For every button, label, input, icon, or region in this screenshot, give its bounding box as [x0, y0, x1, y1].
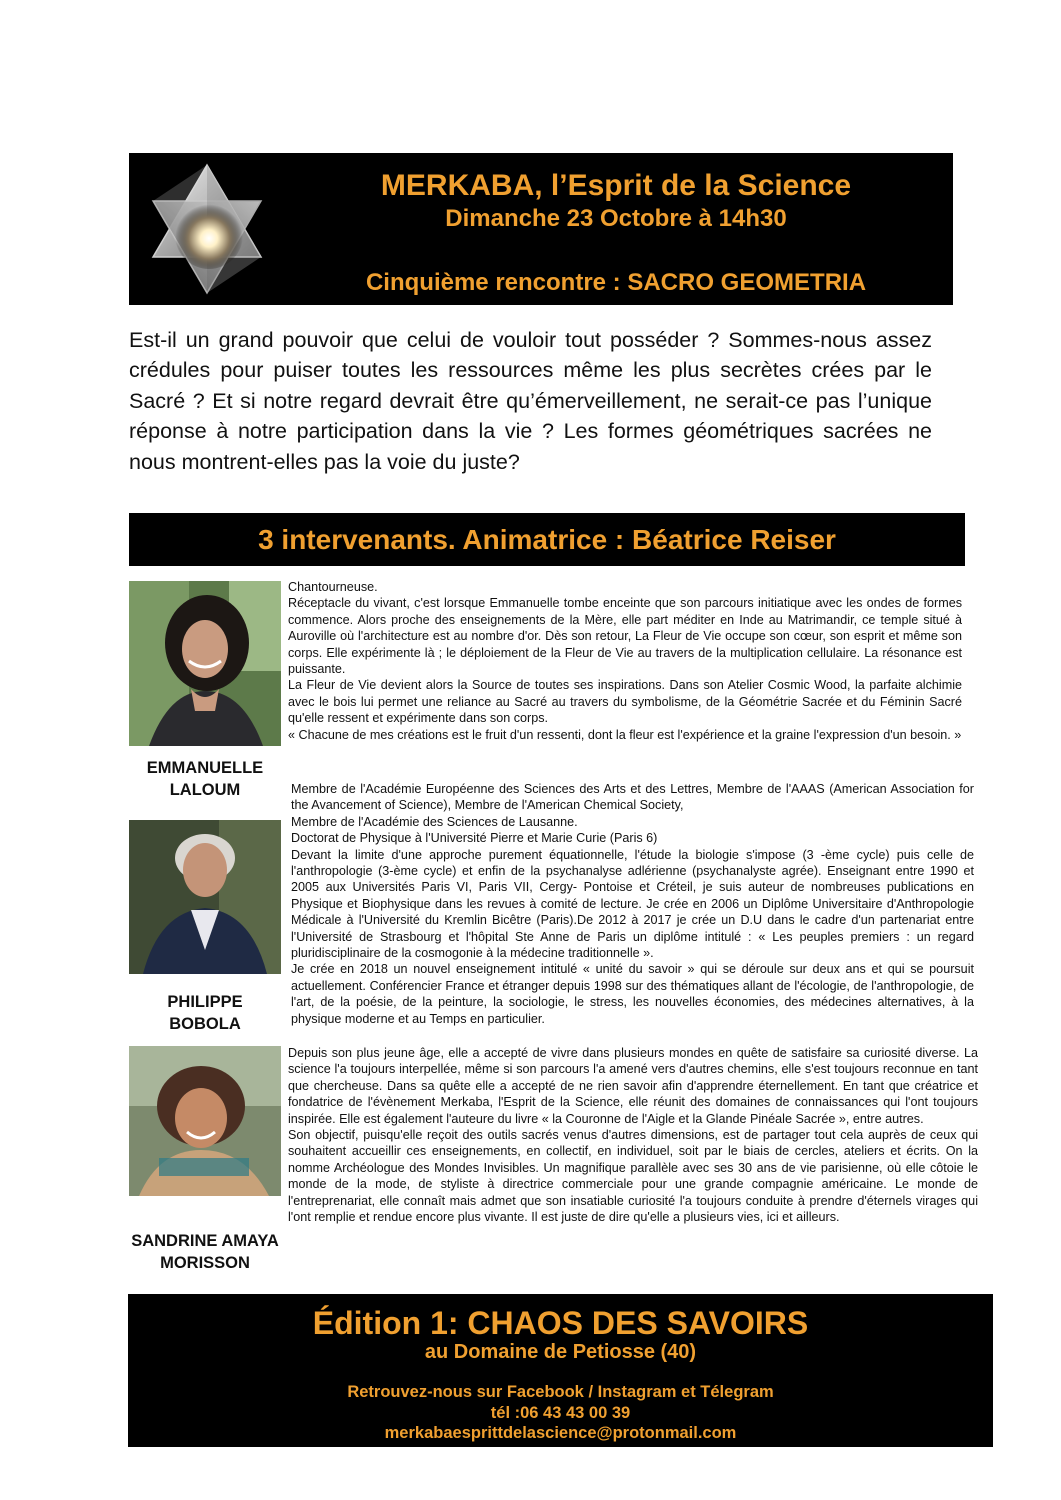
- header-banner: [129, 153, 953, 305]
- phone-number: tél :06 43 43 00 39: [490, 1404, 631, 1422]
- event-subtitle: Cinquième rencontre : SACRO GEOMETRIA: [365, 269, 867, 296]
- speaker-name-sandrine: SANDRINE AMAYA MORISSON: [131, 1232, 279, 1272]
- speakers-banner: [129, 513, 965, 566]
- speaker-bio-sandrine: Depuis son plus jeune âge, elle a accepté de vivre dans plusieurs mondes en quête de satisfaire sa curiosité diverse. La science l'a toujours interpellée, même si son parcours l'a amené vers d'autres chemins, elle s'est toujours reconnue en tant que chercheuse. Dans sa quête elle a accepté de ne rien savoir afin d'apprendre éternellement. En tant que créatrice et fondatrice de l'évènement Merkaba, l'Esprit de la Science, elle réunit des domaines de connaissances qui l'ont toujours inspirée. Elle est également l'auteure du livre « la Couronne de l'Aigle et la Glande Pinéale Sacrée », entre autres. Son objectif, puisqu'elle reçoit des outils sacrés venus d'autres dimensions, est de partager tout cela auprès de ceux qui souhaitent accueillir ces enseignements, en collectif, en individuel, soit par le biais de cercles, ateliers et écrits. On la nomme Archéologue des Mondes Invisibles. Un magnifique parallèle avec ses 30 ans de vie parisienne, où elle côtoie le monde de la mode, de styliste à directrice commerciale pour une grande compagnie américaine. Le monde de l'entreprenariat, elle connaît mais admet que son insatiable curiosité l'a toujours conduite à prendre d'éternels virages qui l'ont remplie et rendue encore plus vivante. Il est juste de dire qu'elle a plusieurs vies, ici et ailleurs.: [288, 1046, 978, 1225]
- speaker-photo-philippe: [129, 820, 281, 974]
- speakers-title: 3 intervenants. Animatrice : Béatrice Reiser: [258, 524, 836, 555]
- merkaba-star-icon: [137, 157, 277, 301]
- speaker-bio-philippe: Membre de l'Académie Européenne des Sciences des Arts et des Lettres, Membre de l'AAAS (American Association for the Avancement of Science), Membre de l'American Chemical Society, Membre de l'Académie des Sciences de Lausanne. Doctorat de Physique à l'Université Pierre et Marie Curie (Paris 6) Devant la limite d'une approche purement équationnelle, l'étude la biologie s'impose (3 -ème cycle) puis celle de l'anthropologie (3-ème cycle) et enfin de la psychanalyse adlérienne (psychanalyste agrée). Enseignant entre 1990 et 2005 aux Universités Paris VI, Paris VII, Cergy- Pontoise et Créteil, je suis auteur de nombreuses publications en Physique et Biophysique dans les revues à comité de lecture. Je crée en 2006 un Diplôme Universitaire d'Anthropologie Médicale à l'Université du Kremlin Bicêtre (Paris).De 2012 à 2017 je crée un D.U dans le cadre d'un partenariat entre l'Université de Strasbourg et l'hôpital Ste Anne de Paris un diplôme intitulé : « Les peuples premiers : un regard pluridisciplinaire de la cosmogonie à la médecine traditionnelle ». Je crée en 2018 un nouvel enseignement intitulé « unité du savoir » qui se déroule sur deux ans et qui se poursuit actuellement. Conférencier France et étranger depuis 1998 sur des thématiques allant de l'écologie, de l'anthropologie, de l'art, de la poésie, de la peinture, la sociologie, le stress, les nouvelles économies, des médecines alternatives, à la physique moderne et au Temps en particulier.: [291, 782, 974, 1026]
- event-date: Dimanche 23 Octobre à 14h30: [445, 205, 787, 232]
- event-title: MERKABA, l’Esprit de la Science: [380, 169, 852, 202]
- speaker-name-emmanuelle: EMMANUELLE LALOUM: [146, 759, 264, 799]
- speaker-photo-emmanuelle: [129, 581, 281, 746]
- intro-paragraph: Est-il un grand pouvoir que celui de vouloir tout posséder ? Sommes-nous assez crédules pour puiser toutes les ressources même les plus secrètes crées par le Sacré ? Et si notre regard devrait être qu’émerveillement, ne serait-ce pas l’unique réponse à notre participation dans la vie ? Les formes géométriques sacrées ne nous montrent-elles pas la voie du juste?: [129, 328, 932, 474]
- social-links-text: Retrouvez-nous sur Facebook / Instagram et Télegram: [347, 1383, 774, 1401]
- footer-banner: [128, 1294, 993, 1447]
- speaker-name-philippe: PHILIPPE BOBOLA: [167, 993, 243, 1033]
- speaker-bio-emmanuelle: Chantourneuse. Réceptacle du vivant, c'est lorsque Emmanuelle tombe enceinte que son parcours initiatique avec les ondes de formes commence. Alors proche des enseignements de la Mère, elle part méditer en Inde au Matrimandir, ce temple situé à Auroville où l'architecture est au nombre d'or. Dès son retour, La Fleur de Vie occupe son cœur, son esprit et même son corps. Elle expérimente là ; le déploiement de la Fleur de Vie au travers de la multiplication cellulaire. La résonance est puissante. La Fleur de Vie devient alors la Source de toutes ses inspirations. Dans son Atelier Cosmic Wood, la parfaite alchimie avec le bois lui permet une reliance au Sacré au travers du symbolisme, de la Géométrie Sacrée et du Féminin Sacré qu'elle ressent et expérimente dans son corps. « Chacune de mes créations est le fruit d'un ressenti, dont la fleur est l'expérience et la graine l'expression d'un besoin. »: [288, 580, 962, 742]
- edition-title: Édition 1: CHAOS DES SAVOIRS: [312, 1305, 809, 1341]
- contact-email[interactable]: merkabaesprittdelascience@protonmail.com: [384, 1424, 737, 1442]
- edition-location: au Domaine de Petiosse (40): [424, 1341, 697, 1363]
- speaker-photo-sandrine: [129, 1046, 281, 1196]
